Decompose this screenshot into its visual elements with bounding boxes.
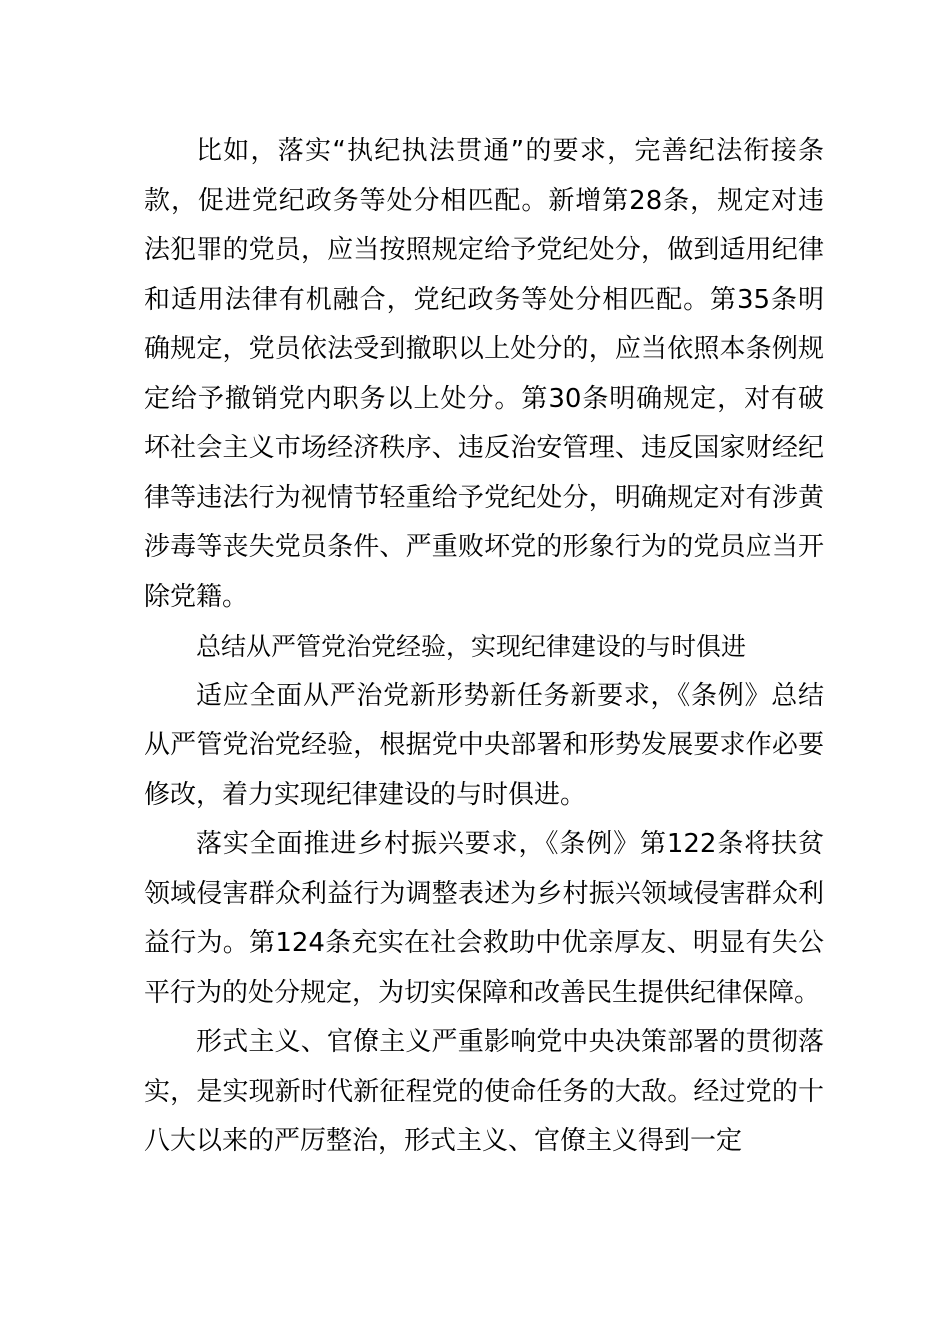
paragraph-rural-revitalization: 落实全面推进乡村振兴要求，《条例》第122条将扶贫领域侵害群众利益行为调整表述为乡村振兴领域侵害群众利益行为。第124条充实在社会救助中优亲厚友、明显有失公平行为的处分规定，为切实保障和改善民生提供纪律保障。 bbox=[144, 829, 824, 1008]
document-body bbox=[144, 127, 824, 1167]
paragraph-adapt-requirements: 适应全面从严治党新形势新任务新要求，《条例》总结从严管党治党经验，根据党中央部署和形势发展要求作必要修改，着力实现纪律建设的与时俱进。 bbox=[144, 680, 824, 810]
paragraph-formalism-bureaucratism: 形式主义、官僚主义严重影响党中央决策部署的贯彻落实，是实现新时代新征程党的使命任务的大敌。经过党的十八大以来的严厉整治，形式主义、官僚主义得到一定 bbox=[144, 1027, 824, 1156]
paragraph-discipline-law-connection: 比如，落实“执纪执法贯通”的要求，完善纪法衔接条款，促进党纪政务等处分相匹配。新增第28条，规定对违法犯罪的党员，应当按照规定给予党纪处分，做到适用纪律和适用法律有机融合，党纪政务等处分相匹配。第35条明确规定，党员依法受到撤职以上处分的，应当依照本条例规定给予撤销党内职务以上处分。第30条明确规定，对有破坏社会主义市场经济秩序、违反治安管理、违反国家财经纪律等违法行为视情节轻重给予党纪处分，明确规定对有涉黄涉毒等丧失党员条件、严重败坏党的形象行为的党员应当开除党籍。 bbox=[144, 136, 824, 612]
section-heading: 总结从严管党治党经验，实现纪律建设的与时俱进 bbox=[196, 632, 747, 661]
